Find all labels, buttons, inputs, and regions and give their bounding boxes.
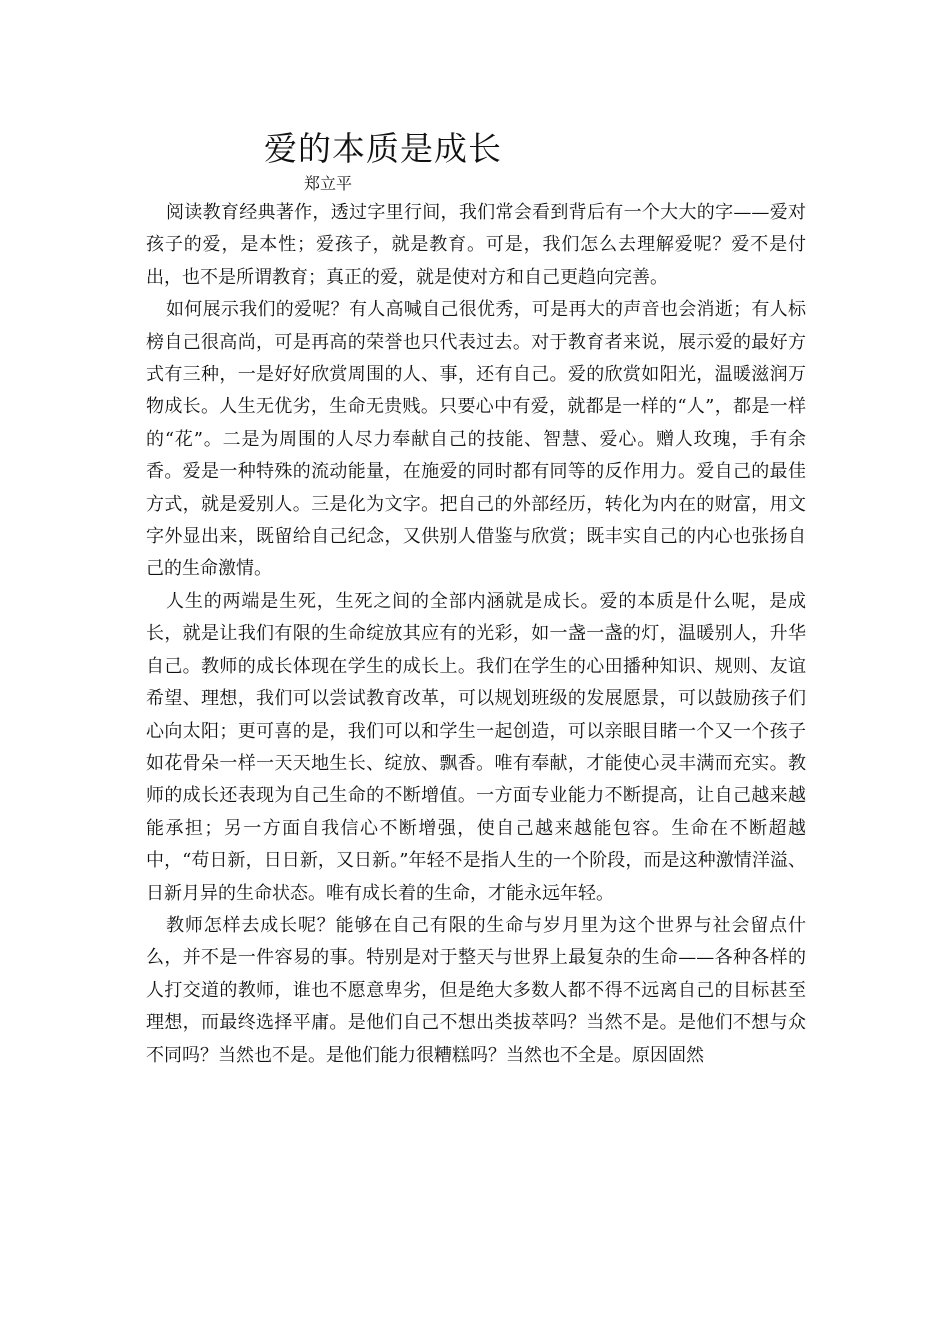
author-name: 郑立平: [304, 174, 353, 193]
paragraph-4: 教师怎样去成长呢？能够在自己有限的生命与岁月里为这个世界与社会留点什么，并不是一件容易的事。特别是对于整天与世界上最复杂的生命——各种各样的人打交道的教师，谁也不愿意卑劣，但是绝大多数人都不得不远离自己的目标甚至理想，而最终选择平庸。是他们自己不想出类拔萃吗？当然不是。是他们不想与众不同吗？当然也不是。是他们能力很糟糕吗？当然也不全是。原因固然: [146, 914, 806, 1066]
paragraph-2: 如何展示我们的爱呢？有人高喊自己很优秀，可是再大的声音也会消逝；有人标榜自己很高尚，可是再高的荣誉也只代表过去。对于教育者来说，展示爱的最好方式有三种，一是好好欣赏周围的人、事，还有自己。爱的欣赏如阳光，温暖滋润万物成长。人生无优劣，生命无贵贱。只要心中有爱，就都是一样的“人”，都是一样的“花”。二是为周围的人尽力奉献自己的技能、智慧、爱心。赠人玫瑰，手有余香。爱是一种特殊的流动能量，在施爱的同时都有同等的反作用力。爱自己的最佳方式，就是爱别人。三是化为文字。把自己的外部经历，转化为内在的财富，用文字外显出来，既留给自己纪念，又供别人借鉴与欣赏；既丰实自己的内心也张扬自己的生命激情。: [146, 299, 806, 580]
paragraph-1: 阅读教育经典著作，透过字里行间，我们常会看到背后有一个大大的字——爱对孩子的爱，是本性；爱孩子，就是教育。可是，我们怎么去理解爱呢？爱不是付出，也不是所谓教育；真正的爱，就是使对方和自己更趋向完善。: [146, 202, 806, 288]
paragraph-3: 人生的两端是生死，生死之间的全部内涵就是成长。爱的本质是什么呢，是成长，就是让我们有限的生命绽放其应有的光彩，如一盏一盏的灯，温暖别人，升华自己。教师的成长体现在学生的成长上。我们在学生的心田播种知识、规则、友谊希望、理想，我们可以尝试教育改革，可以规划班级的发展愿景，可以鼓励孩子们心向太阳；更可喜的是，我们可以和学生一起创造，可以亲眼目睹一个又一个孩子如花骨朵一样一天天地生长、绽放、飘香。唯有奉献，才能使心灵丰满而充实。教师的成长还表现为自己生命的不断增值。一方面专业能力不断提高，让自己越来越能承担；另一方面自我信心不断增强，使自己越来越能包容。生命在不断超越中，“苟日新，日日新，又日新。”年轻不是指人生的一个阶段，而是这种激情洋溢、日新月异的生命状态。唯有成长着的生命，才能永远年轻。: [146, 590, 806, 904]
document-title: 爱的本质是成长: [264, 129, 502, 168]
document-body: [146, 197, 806, 1072]
